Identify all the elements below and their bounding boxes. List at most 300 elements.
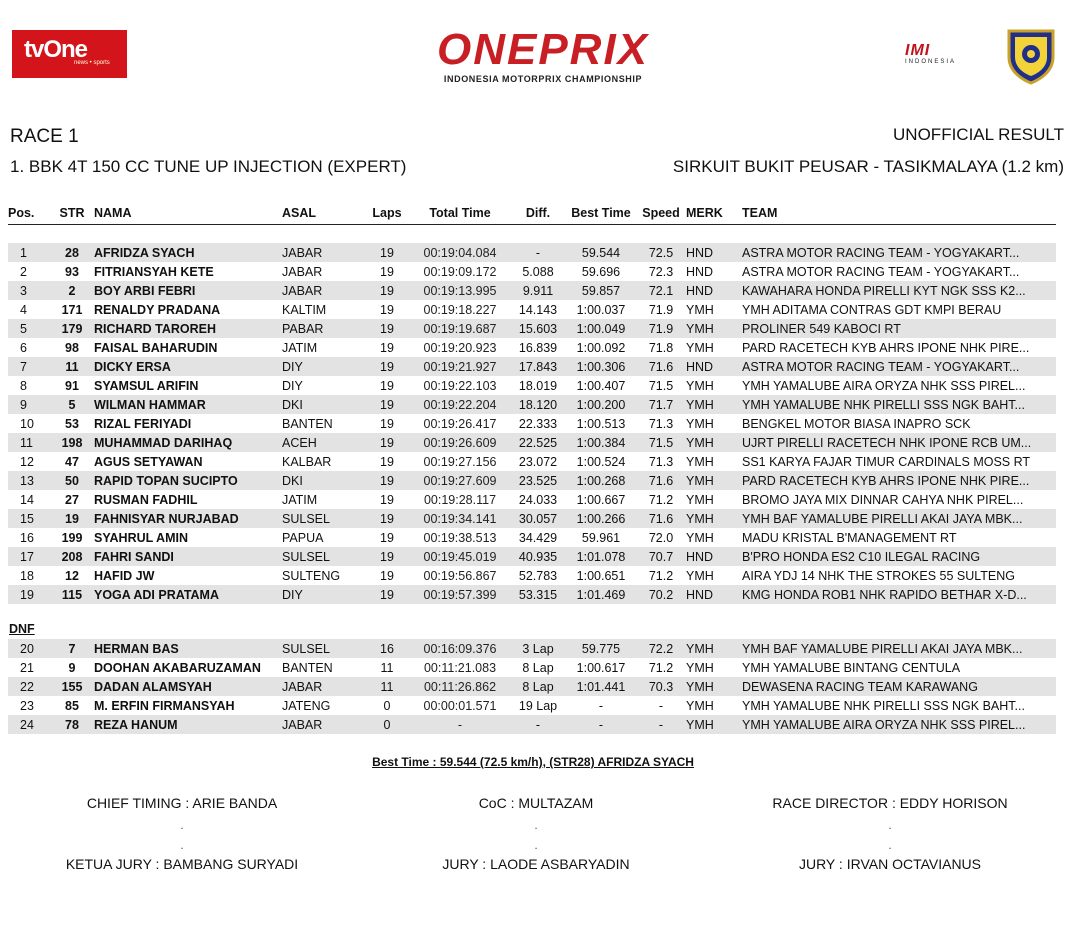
cell-team: BENGKEL MOTOR BIASA INAPRO SCK	[742, 416, 971, 431]
cell-pos: 5	[8, 319, 50, 338]
cell-speed: 71.9	[648, 302, 674, 317]
cell-asal: PAPUA	[282, 530, 324, 545]
cell-diff: 18.019	[518, 378, 558, 393]
result-row	[8, 490, 1056, 509]
cell-merk: HND	[686, 281, 742, 300]
cell-team: ASTRA MOTOR RACING TEAM - YOGYAKART...	[742, 243, 1056, 262]
cell-asal: SULSEL	[282, 547, 364, 566]
cell-merk: YMH	[686, 378, 714, 393]
cell-total-time: 00:19:19.687	[410, 319, 510, 338]
cell-merk: YMH	[686, 660, 714, 675]
col-speed: Speed	[642, 206, 680, 220]
cell-total-time: 00:19:26.417	[423, 416, 497, 431]
cell-nama: RIZAL FERIYADI	[94, 416, 192, 431]
dnf-row	[8, 639, 1056, 658]
cell-speed: 70.7	[636, 547, 686, 566]
result-row	[8, 376, 1056, 395]
cell-str: 198	[50, 433, 94, 452]
cell-best-time: 1:00.200	[566, 395, 636, 414]
cell-laps: 19	[380, 340, 394, 355]
cell-diff: 30.057	[510, 509, 566, 528]
cell-team: DEWASENA RACING TEAM KARAWANG	[742, 677, 1056, 696]
cell-speed: 71.6	[636, 357, 686, 376]
cell-asal: KALTIM	[282, 302, 327, 317]
cell-best-time: 1:00.617	[576, 660, 626, 675]
cell-team: YMH YAMALUBE AIRA ORYZA NHK SSS PIREL...	[742, 715, 1056, 734]
cell-diff: 16.839	[518, 340, 558, 355]
cell-team: YMH YAMALUBE BINTANG CENTULA	[742, 660, 961, 675]
cell-team: KAWAHARA HONDA PIRELLI KYT NGK SSS K2...	[742, 281, 1056, 300]
cell-nama: WILMAN HAMMAR	[94, 395, 282, 414]
cell-asal: SULSEL	[282, 639, 364, 658]
cell-str: 19	[50, 509, 94, 528]
cell-pos: 23	[20, 698, 34, 713]
cell-best-time: 59.544	[566, 243, 636, 262]
cell-nama: BOY ARBI FEBRI	[94, 281, 282, 300]
cell-merk: YMH	[686, 492, 714, 507]
cell-total-time: 00:11:21.083	[423, 660, 497, 675]
race-title: RACE 1	[10, 126, 79, 147]
cell-asal: BANTEN	[282, 416, 333, 431]
cell-speed: 71.5	[636, 433, 686, 452]
cell-laps: 19	[380, 264, 394, 279]
cell-merk: YMH	[686, 530, 714, 545]
cell-diff: 53.315	[510, 585, 566, 604]
cell-str: 5	[50, 395, 94, 414]
cell-asal: KALBAR	[282, 454, 332, 469]
result-row	[8, 414, 1056, 433]
sign-dot: .	[888, 838, 892, 852]
cell-pos: 4	[20, 302, 27, 317]
cell-merk: YMH	[686, 395, 742, 414]
cell-laps: 19	[364, 395, 410, 414]
cell-speed: 71.9	[636, 319, 686, 338]
sign-dot: .	[534, 838, 538, 852]
cell-total-time: 00:11:26.862	[410, 677, 510, 696]
cell-merk: YMH	[686, 677, 742, 696]
cell-total-time: 00:19:28.117	[423, 492, 497, 507]
cell-total-time: 00:19:18.227	[423, 302, 497, 317]
cell-diff: 3 Lap	[510, 639, 566, 658]
cell-merk: YMH	[686, 698, 714, 713]
cell-nama: AGUS SETYAWAN	[94, 454, 203, 469]
cell-laps: 19	[364, 509, 410, 528]
cell-asal: JATIM	[282, 340, 318, 355]
cell-best-time: 1:00.407	[576, 378, 626, 393]
cell-pos: 18	[20, 568, 34, 583]
cell-total-time: 00:19:45.019	[410, 547, 510, 566]
cell-diff: 34.429	[518, 530, 558, 545]
cell-nama: HAFID JW	[94, 568, 155, 583]
cell-merk: YMH	[686, 715, 742, 734]
result-row	[8, 319, 1056, 338]
cell-speed: 72.0	[648, 530, 674, 545]
result-row	[8, 471, 1056, 490]
jury-2: JURY : IRVAN OCTAVIANUS	[798, 856, 982, 872]
cell-nama: RENALDY PRADANA	[94, 302, 221, 317]
cell-merk: YMH	[686, 319, 742, 338]
cell-total-time: 00:19:04.084	[410, 243, 510, 262]
cell-team: YMH BAF YAMALUBE PIRELLI AKAI JAYA MBK...	[742, 509, 1056, 528]
cell-pos: 22	[8, 677, 50, 696]
cell-diff: 9.911	[510, 281, 566, 300]
cell-total-time: 00:19:26.609	[410, 433, 510, 452]
result-row	[8, 357, 1056, 376]
cell-diff: 40.935	[510, 547, 566, 566]
cell-laps: 16	[364, 639, 410, 658]
ketua-jury: KETUA JURY : BAMBANG SURYADI	[65, 856, 299, 872]
cell-diff: 15.603	[510, 319, 566, 338]
cell-laps: 19	[380, 378, 394, 393]
cell-nama: FAISAL BAHARUDIN	[94, 340, 218, 355]
col-diff: Diff.	[525, 206, 551, 220]
cell-diff: 18.120	[510, 395, 566, 414]
cell-str: 115	[50, 585, 94, 604]
cell-asal: JABAR	[282, 243, 364, 262]
dnf-row	[8, 677, 1056, 696]
cell-asal: JATENG	[282, 698, 331, 713]
cell-nama: M. ERFIN FIRMANSYAH	[94, 698, 235, 713]
cell-str: 179	[50, 319, 94, 338]
cell-total-time: 00:19:21.927	[410, 357, 510, 376]
col-merk: MERK	[686, 206, 723, 220]
cell-str: 27	[65, 492, 79, 507]
cell-best-time: 1:00.651	[576, 568, 626, 583]
cell-nama: YOGA ADI PRATAMA	[94, 585, 282, 604]
chief-timing: CHIEF TIMING : ARIE BANDA	[86, 795, 278, 811]
col-best-time: Best Time	[571, 206, 631, 220]
cell-diff: 5.088	[522, 264, 554, 279]
cell-diff: 22.525	[510, 433, 566, 452]
cell-pos: 15	[8, 509, 50, 528]
cell-laps: 19	[380, 302, 394, 317]
cell-laps: 19	[380, 492, 394, 507]
cell-laps: 11	[380, 660, 394, 675]
cell-str: 78	[50, 715, 94, 734]
cell-asal: DKI	[282, 471, 364, 490]
cell-merk: YMH	[686, 340, 714, 355]
cell-nama: MUHAMMAD DARIHAQ	[94, 433, 282, 452]
cell-diff: 8 Lap	[510, 677, 566, 696]
cell-asal: SULSEL	[282, 509, 364, 528]
cell-total-time: 00:19:09.172	[423, 264, 497, 279]
cell-total-time: 00:19:38.513	[423, 530, 497, 545]
cell-best-time: 1:00.268	[566, 471, 636, 490]
race-class: 1. BBK 4T 150 CC TUNE UP INJECTION (EXPERT)	[10, 157, 407, 176]
cell-total-time: 00:00:01.571	[423, 698, 497, 713]
dnf-row	[8, 658, 1056, 677]
cell-team: PARD RACETECH KYB AHRS IPONE NHK PIRE...	[742, 340, 1030, 355]
cell-str: 11	[50, 357, 94, 376]
cell-diff: 52.783	[518, 568, 558, 583]
cell-pos: 12	[20, 454, 34, 469]
cell-pos: 10	[20, 416, 34, 431]
cell-best-time: 1:00.266	[566, 509, 636, 528]
cell-speed: 71.2	[648, 492, 674, 507]
race-director: RACE DIRECTOR : EDDY HORISON	[772, 795, 1008, 811]
cell-laps: 0	[383, 698, 391, 713]
cell-speed: -	[636, 715, 686, 734]
cell-team: AIRA YDJ 14 NHK THE STROKES 55 SULTENG	[742, 568, 1016, 583]
cell-merk: YMH	[686, 454, 714, 469]
cell-asal: ACEH	[282, 433, 364, 452]
col-team: TEAM	[742, 206, 778, 220]
circuit-name: SIRKUIT BUKIT PEUSAR - TASIKMALAYA (1.2 km)	[672, 157, 1064, 176]
cell-speed: 72.3	[648, 264, 674, 279]
cell-str: 85	[65, 698, 79, 713]
cell-speed: 71.8	[648, 340, 674, 355]
results-table	[8, 243, 1056, 604]
col-laps: Laps	[372, 206, 402, 220]
cell-speed: 71.6	[636, 509, 686, 528]
sign-dot: .	[534, 818, 538, 832]
cell-diff: -	[510, 243, 566, 262]
oneprix-subtitle: INDONESIA MOTORPRIX CHAMPIONSHIP	[443, 74, 643, 84]
cell-team: ASTRA MOTOR RACING TEAM - YOGYAKART...	[742, 357, 1056, 376]
cell-total-time: 00:19:27.156	[423, 454, 497, 469]
cell-laps: 19	[380, 568, 394, 583]
cell-nama: DICKY ERSA	[94, 357, 282, 376]
cell-total-time: 00:19:34.141	[410, 509, 510, 528]
cell-nama: RAPID TOPAN SUCIPTO	[94, 471, 282, 490]
result-row	[8, 528, 1056, 547]
cell-best-time: -	[566, 715, 636, 734]
cell-merk: HND	[686, 264, 714, 279]
cell-laps: 19	[380, 530, 394, 545]
result-row	[8, 395, 1056, 414]
cell-best-time: 1:01.469	[566, 585, 636, 604]
cell-pos: 14	[20, 492, 34, 507]
result-row	[8, 566, 1056, 585]
cell-asal: DIY	[282, 585, 364, 604]
cell-best-time: -	[598, 698, 604, 713]
cell-nama: FAHNISYAR NURJABAD	[94, 509, 282, 528]
cell-laps: 19	[364, 281, 410, 300]
result-row	[8, 547, 1056, 566]
cell-str: 2	[50, 281, 94, 300]
result-row	[8, 452, 1056, 471]
imi-logo	[905, 43, 987, 67]
col-pos: Pos.	[8, 206, 35, 220]
cell-laps: 19	[364, 433, 410, 452]
cell-nama: SYAHRUL AMIN	[94, 530, 188, 545]
cell-str: 47	[65, 454, 79, 469]
cell-diff: 14.143	[518, 302, 558, 317]
cell-team: ASTRA MOTOR RACING TEAM - YOGYAKART...	[742, 264, 1020, 279]
header-row	[8, 202, 1056, 225]
cell-speed: 72.2	[636, 639, 686, 658]
cell-pos: 13	[8, 471, 50, 490]
cell-diff: 22.333	[518, 416, 558, 431]
cell-str: 199	[61, 530, 83, 545]
cell-laps: 19	[380, 416, 394, 431]
col-str: STR	[59, 206, 85, 220]
cell-pos: 11	[8, 433, 50, 452]
cell-best-time: 59.961	[581, 530, 621, 545]
cell-laps: 11	[364, 677, 410, 696]
cell-team: B'PRO HONDA ES2 C10 ILEGAL RACING	[742, 547, 1056, 566]
cell-best-time: 1:01.441	[566, 677, 636, 696]
cell-total-time: 00:16:09.376	[410, 639, 510, 658]
cell-str: 12	[65, 568, 79, 583]
cell-laps: 19	[364, 471, 410, 490]
cell-asal: JABAR	[282, 264, 323, 279]
cell-best-time: 59.857	[566, 281, 636, 300]
cell-total-time: 00:19:22.103	[423, 378, 497, 393]
cell-speed: 70.3	[636, 677, 686, 696]
cell-str: 171	[61, 302, 83, 317]
cell-best-time: 1:00.667	[576, 492, 626, 507]
cell-best-time: 59.696	[581, 264, 621, 279]
cell-nama: DOOHAN AKABARUZAMAN	[94, 660, 261, 675]
cell-pos: 7	[8, 357, 50, 376]
cell-speed: 72.1	[636, 281, 686, 300]
dnf-row	[8, 696, 1056, 715]
imi-logo-text: IMI	[905, 42, 931, 59]
cell-laps: 19	[364, 243, 410, 262]
cell-speed: 71.3	[648, 416, 674, 431]
cell-team: BROMO JAYA MIX DINNAR CAHYA NHK PIREL...	[742, 492, 1024, 507]
result-row	[8, 338, 1056, 357]
tvone-logo	[12, 30, 127, 78]
col-total-time: Total Time	[429, 206, 491, 220]
cell-total-time: -	[410, 715, 510, 734]
cell-nama: RUSMAN FADHIL	[94, 492, 198, 507]
cell-asal: SULTENG	[282, 568, 341, 583]
cell-nama: FITRIANSYAH KETE	[94, 264, 214, 279]
cell-best-time: 1:01.078	[566, 547, 636, 566]
cell-laps: 0	[364, 715, 410, 734]
cell-diff: -	[510, 715, 566, 734]
cell-nama: SYAMSUL ARIFIN	[94, 378, 199, 393]
cell-str: 98	[65, 340, 79, 355]
result-row	[8, 509, 1056, 528]
oneprix-brand: ONEPRIX	[436, 25, 650, 74]
results-header	[8, 202, 1056, 225]
cell-merk: YMH	[686, 568, 714, 583]
cell-speed: 71.3	[648, 454, 674, 469]
cell-total-time: 00:19:27.609	[410, 471, 510, 490]
cell-nama: RICHARD TAROREH	[94, 319, 282, 338]
dnf-table	[8, 639, 1056, 734]
cell-total-time: 00:19:13.995	[410, 281, 510, 300]
cell-pos: 17	[8, 547, 50, 566]
cell-str: 208	[50, 547, 94, 566]
cell-best-time: 1:00.384	[566, 433, 636, 452]
cell-merk: HND	[686, 547, 742, 566]
cell-speed: 71.5	[648, 378, 674, 393]
cell-str: 28	[50, 243, 94, 262]
dnf-label: DNF	[9, 622, 35, 636]
cell-merk: YMH	[686, 302, 714, 317]
cell-team: KMG HONDA ROB1 NHK RAPIDO BETHAR X-D...	[742, 585, 1056, 604]
cell-best-time: 1:00.049	[566, 319, 636, 338]
col-asal: ASAL	[282, 206, 317, 220]
cell-asal: JABAR	[282, 281, 364, 300]
jury-1: JURY : LAODE ASBARYADIN	[442, 856, 630, 872]
cell-best-time: 1:00.513	[576, 416, 626, 431]
cell-str: 50	[50, 471, 94, 490]
sign-dot: .	[888, 818, 892, 832]
cell-asal: PABAR	[282, 319, 364, 338]
cell-str: 9	[68, 660, 76, 675]
sign-dot: .	[180, 818, 184, 832]
cell-team: YMH ADITAMA CONTRAS GDT KMPI BERAU	[742, 302, 1002, 317]
cell-str: 91	[65, 378, 79, 393]
result-row	[8, 243, 1056, 262]
cell-speed: 72.5	[636, 243, 686, 262]
cell-str: 53	[65, 416, 79, 431]
oneprix-logo	[378, 25, 708, 88]
dnf-row	[8, 715, 1056, 734]
sign-dot: .	[180, 838, 184, 852]
cell-team: YMH YAMALUBE NHK PIRELLI SSS NGK BAHT...	[742, 698, 1025, 713]
cell-nama: DADAN ALAMSYAH	[94, 677, 282, 696]
cell-merk: YMH	[686, 433, 742, 452]
cell-best-time: 59.775	[566, 639, 636, 658]
cell-pos: 9	[8, 395, 50, 414]
result-row	[8, 262, 1056, 281]
cell-pos: 21	[20, 660, 34, 675]
cell-total-time: 00:19:56.867	[423, 568, 497, 583]
cell-speed: 71.2	[648, 660, 674, 675]
cell-team: YMH BAF YAMALUBE PIRELLI AKAI JAYA MBK...	[742, 639, 1056, 658]
cell-laps: 19	[364, 547, 410, 566]
cell-nama: FAHRI SANDI	[94, 547, 282, 566]
cell-diff: 8 Lap	[522, 660, 554, 675]
cell-asal: JABAR	[282, 715, 364, 734]
best-time-summary: Best Time : 59.544 (72.5 km/h), (STR28) AFRIDZA SYACH	[372, 755, 694, 769]
cell-diff: 19 Lap	[518, 698, 558, 713]
cell-pos: 6	[20, 340, 27, 355]
cell-laps: 19	[380, 454, 394, 469]
cell-nama: AFRIDZA SYACH	[94, 243, 282, 262]
cell-str: 155	[50, 677, 94, 696]
cell-diff: 24.033	[518, 492, 558, 507]
cell-asal: DIY	[282, 378, 303, 393]
result-row	[8, 433, 1056, 452]
cell-team: PARD RACETECH KYB AHRS IPONE NHK PIRE...	[742, 471, 1056, 490]
cell-laps: 19	[364, 319, 410, 338]
cell-team: YMH YAMALUBE AIRA ORYZA NHK SSS PIREL...	[742, 378, 1026, 393]
cell-nama: REZA HANUM	[94, 715, 282, 734]
cell-team: UJRT PIRELLI RACETECH NHK IPONE RCB UM...	[742, 433, 1056, 452]
col-nama: NAMA	[94, 206, 132, 220]
cell-team: MADU KRISTAL B'MANAGEMENT RT	[742, 530, 957, 545]
cell-best-time: 1:00.306	[566, 357, 636, 376]
cell-merk: YMH	[686, 471, 742, 490]
cell-speed: -	[658, 698, 664, 713]
cell-pos: 20	[8, 639, 50, 658]
cell-laps: 19	[364, 585, 410, 604]
cell-merk: HND	[686, 357, 742, 376]
cell-laps: 19	[364, 357, 410, 376]
cell-speed: 71.2	[648, 568, 674, 583]
cell-total-time: 00:19:22.204	[410, 395, 510, 414]
coc: CoC : MULTAZAM	[478, 795, 594, 811]
cell-asal: JATIM	[282, 492, 318, 507]
cell-str: 93	[65, 264, 79, 279]
cell-str: 7	[50, 639, 94, 658]
cell-total-time: 00:19:20.923	[423, 340, 497, 355]
cell-merk: HND	[686, 243, 742, 262]
cell-asal: DKI	[282, 395, 364, 414]
cell-nama: HERMAN BAS	[94, 639, 282, 658]
cell-pos: 16	[20, 530, 34, 545]
cell-pos: 8	[20, 378, 27, 393]
result-status: UNOFFICIAL RESULT	[893, 125, 1064, 144]
cell-pos: 3	[8, 281, 50, 300]
